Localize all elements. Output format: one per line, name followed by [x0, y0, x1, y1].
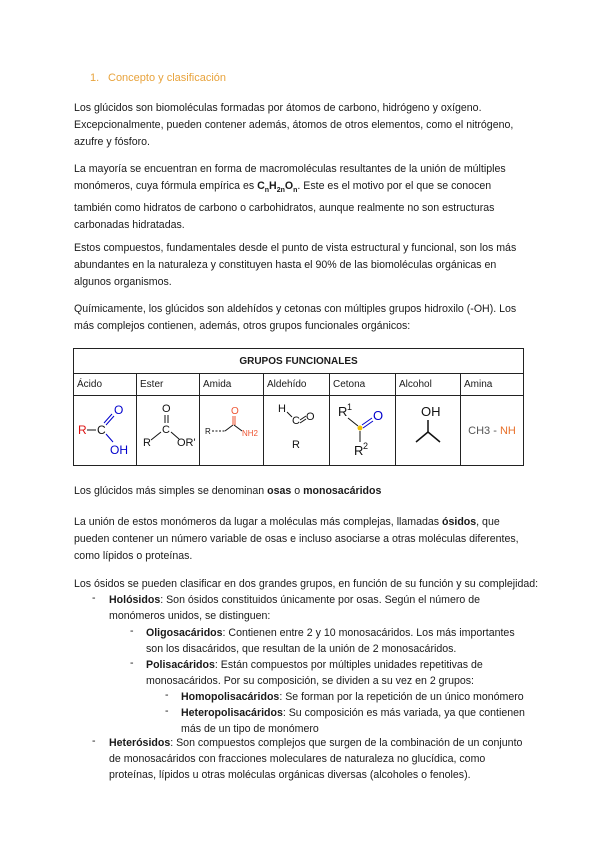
list-item-holosidos: Holósidos: Son ósidos constituidos únicamente por osas. Según el número de monómeros unidos, se distinguen:	[109, 594, 480, 622]
paragraph-intro: Los glúcidos son biomoléculas formadas por átomos de carbono, hidrógeno y oxígeno. Excepcionalmente, pueden contener además, átomos de otros elementos, como el nitrógeno, azufre y fósforo.	[74, 102, 514, 149]
acid-structure	[74, 396, 137, 466]
list-item-heteropolisacaridos: Heteropolisacáridos: Su composición es más variada, ya que contienen más de un tipo de monómero	[181, 707, 525, 735]
bullet-dash: -	[92, 592, 96, 604]
svg-text:1: 1	[346, 402, 352, 412]
svg-text:R: R	[337, 404, 347, 419]
amine-structure: CH3 - NH	[461, 396, 524, 466]
paragraph-formula: La mayoría se encuentran en forma de macromoléculas resultantes de la unión de múltiples monómeros, cuya fórmula empírica es $C_nH_{2n}O_n$. Este es el motivo por el que se conocen también como hidratos de carbono o carbohidratos, aunque realmente no son estructuras carbonadas hidratadas.	[74, 163, 506, 231]
list-item-oligosacaridos: Oligosacáridos: Contienen entre 2 y 10 monosacáridos. Los más importantes son los disacáridos, que resultan de la unión de 2 monosacáridos.	[146, 627, 515, 655]
svg-text:O: O	[372, 408, 383, 423]
svg-text:R: R	[78, 423, 87, 437]
list-item-homopolisacaridos: Homopolisacáridos: Se forman por la repetición de un único monómero	[181, 691, 524, 703]
svg-text:O: O	[162, 403, 171, 415]
svg-text:R: R	[143, 437, 151, 449]
svg-text:2: 2	[362, 441, 368, 451]
bullet-dash: -	[165, 705, 169, 717]
ketone-structure	[330, 396, 396, 466]
svg-text:C: C	[162, 424, 170, 436]
header-ester: Ester	[137, 374, 200, 396]
table-title: GRUPOS FUNCIONALES	[74, 349, 524, 374]
ester-structure	[137, 396, 200, 466]
svg-text:OH: OH	[110, 443, 128, 457]
header-ketone: Cetona	[330, 374, 396, 396]
empirical-formula: $C_nH_{2n}O_n$	[257, 180, 298, 195]
section-heading	[90, 72, 226, 84]
alcohol-structure	[396, 396, 461, 466]
svg-text:R: R	[353, 443, 363, 458]
header-acid: Ácido	[74, 374, 137, 396]
section-number: 1.	[90, 72, 100, 84]
svg-text:R: R	[291, 439, 300, 451]
list-item-polisacaridos: Polisacáridos: Están compuestos por múltiples unidades repetitivas de monosacáridos. Por su composición, se dividen a su vez en 2 grupos:	[146, 659, 483, 687]
list-item-heterosidos: Heterósidos: Son compuestos complejos que surgen de la combinación de un conjunto de monosacáridos con fracciones moleculares de naturaleza no glucídica, como proteínas, lípidos u otras moléculas orgánicas diversas (alcoholes o fenoles).	[109, 737, 523, 781]
functional-groups-table	[73, 348, 524, 466]
bullet-dash: -	[130, 625, 134, 637]
bullet-dash: -	[165, 689, 169, 701]
svg-text:NH2: NH2	[241, 429, 258, 438]
svg-text:OR': OR'	[177, 437, 196, 449]
header-alcohol: Alcohol	[396, 374, 461, 396]
paragraph-simple: Los glúcidos más simples se denominan osas o monosacáridos	[74, 485, 382, 497]
svg-text:OH: OH	[421, 404, 441, 419]
svg-text:C: C	[291, 415, 300, 427]
paragraph-chemistry: Químicamente, los glúcidos son aldehídos y cetonas con múltiples grupos hidroxilo (-OH). Los más complejos contienen, además, otros grupos funcionales orgánicos:	[74, 303, 517, 333]
svg-text:C: C	[97, 423, 106, 437]
svg-text:R: R	[204, 427, 211, 436]
header-amide: Amida	[200, 374, 264, 396]
svg-text:O: O	[230, 406, 239, 417]
svg-text:H: H	[277, 403, 286, 415]
bullet-dash: -	[130, 657, 134, 669]
header-amine: Amina	[461, 374, 524, 396]
svg-text:O: O	[114, 403, 124, 417]
bullet-dash: -	[92, 735, 96, 747]
section-title: Concepto y clasificación	[108, 72, 227, 84]
aldehyde-structure	[264, 396, 330, 466]
paragraph-abundance: Estos compuestos, fundamentales desde el punto de vista estructural y funcional, son los más abundantes en la naturaleza y constituyen hasta el 90% de las biomoléculas orgánicas en algunos organismos.	[74, 242, 517, 289]
paragraph-classify: Los ósidos se pueden clasificar en dos grandes grupos, en función de su función y su complejidad:	[74, 578, 539, 590]
svg-text:O: O	[305, 411, 315, 423]
amide-structure	[200, 396, 264, 466]
header-aldehyde: Aldehído	[264, 374, 330, 396]
paragraph-union: La unión de estos monómeros da lugar a moléculas más complejas, llamadas ósidos, que pueden contener un número variable de osas e incluso asociarse a otras moléculas diferentes, como lípidos o proteínas.	[74, 516, 519, 563]
